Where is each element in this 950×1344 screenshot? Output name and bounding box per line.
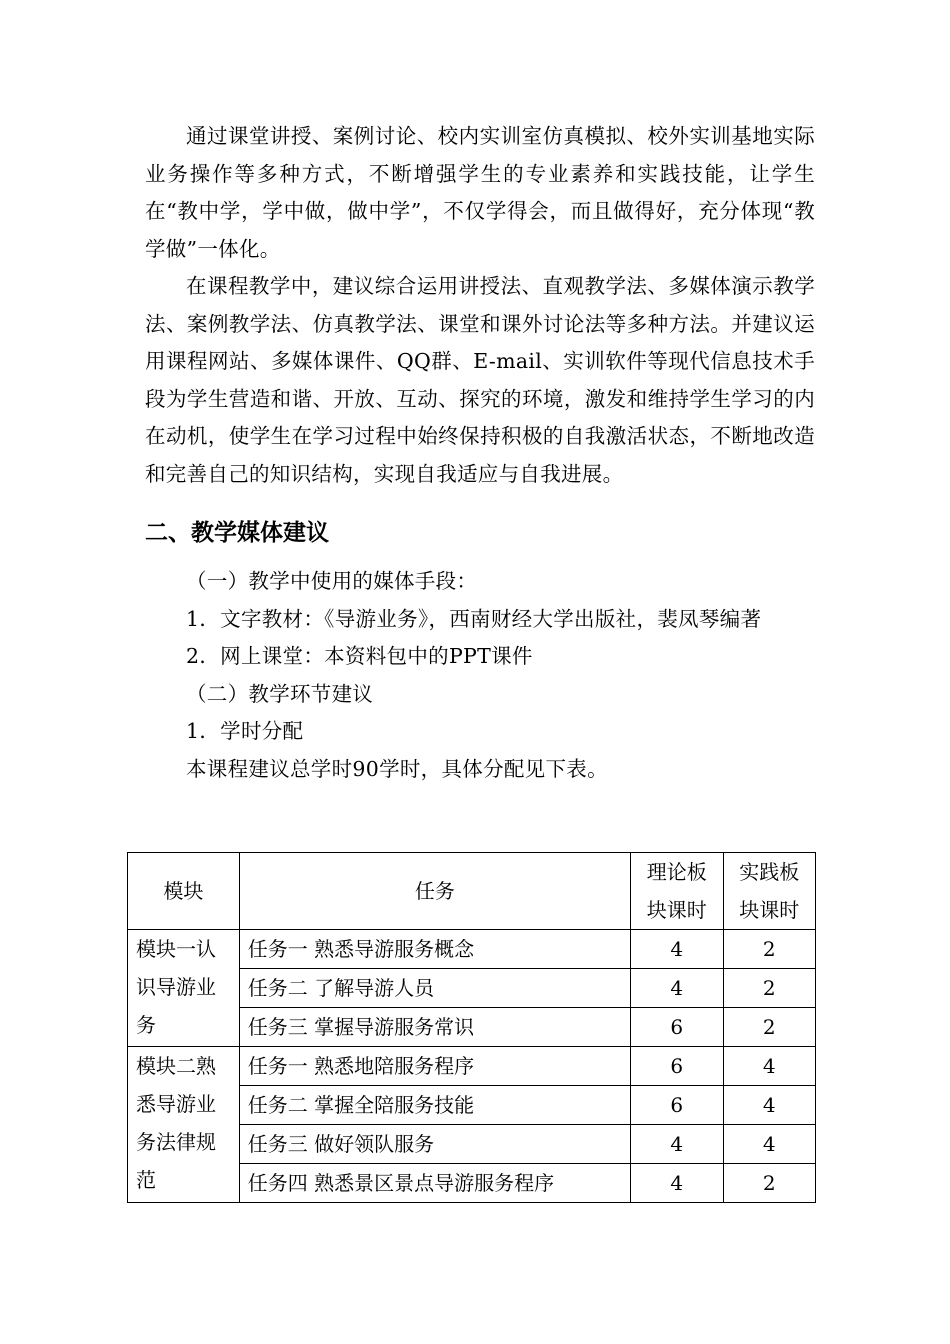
task-cell: 任务二 掌握全陪服务技能	[239, 1086, 630, 1125]
practice-hours-cell: 2	[723, 1008, 816, 1047]
list-item: （一）教学中使用的媒体手段：	[186, 569, 478, 593]
list-item: 1．学时分配	[186, 719, 304, 743]
list-item: 1．文字教材：《导游业务》，西南财经大学出版社，裴凤琴编著	[186, 606, 762, 631]
theory-hours-cell: 6	[631, 1008, 723, 1047]
list-item: 2．网上课堂：本资料包中的PPT课件	[186, 644, 533, 668]
task-cell: 任务三 做好领队服务	[239, 1125, 630, 1164]
theory-hours-cell: 4	[631, 1125, 723, 1164]
paragraph-teaching-approaches: 在课程教学中，建议综合运用讲授法、直观教学法、多媒体演示教学法、案例教学法、仿真教学法、课堂和课外讨论法等多种方法。并建议运用课程网站、多媒体课件、QQ群、E-mail、实训软件等现代信息技术手段为学生营造和谐、开放、互动、探究的环境，激发和维持学生学习的内在动机，使学生在学习过程中始终保持积极的自我激活状态，不断地改造和完善自己的知识结构，实现自我适应与自我进展。	[145, 274, 815, 486]
module-name: 模块二熟悉导游业务法律规范	[128, 1047, 240, 1203]
task-cell: 任务一 熟悉地陪服务程序	[239, 1047, 630, 1086]
theory-hours-cell: 4	[631, 930, 723, 969]
theory-hours-cell: 4	[631, 969, 723, 1008]
theory-hours-cell: 6	[631, 1086, 723, 1125]
list-item: 本课程建议总学时90学时，具体分配见下表。	[186, 756, 608, 781]
task-cell: 任务三 掌握导游服务常识	[239, 1008, 630, 1047]
theory-hours-cell: 4	[631, 1164, 723, 1203]
task-cell: 任务一 熟悉导游服务概念	[239, 930, 630, 969]
header-task: 任务	[239, 853, 630, 930]
theory-hours-cell: 6	[631, 1047, 723, 1086]
header-practice-hours: 实践板块课时	[723, 853, 816, 930]
practice-hours-cell: 2	[723, 1164, 816, 1203]
practice-hours-cell: 4	[723, 1047, 816, 1086]
practice-hours-cell: 4	[723, 1086, 816, 1125]
list-item: （二）教学环节建议	[186, 681, 374, 706]
module-name: 模块一认识导游业务	[128, 930, 240, 1047]
header-theory-hours: 理论板块课时	[631, 853, 723, 930]
task-cell: 任务二 了解导游人员	[239, 969, 630, 1008]
table-header-row	[128, 853, 816, 930]
document-body	[145, 118, 815, 788]
table-row	[128, 930, 816, 969]
practice-hours-cell: 2	[723, 969, 816, 1008]
practice-hours-cell: 2	[723, 930, 816, 969]
paragraph-teaching-methods: 通过课堂讲授、案例讨论、校内实训室仿真模拟、校外实训基地实际业务操作等多种方式，不断增强学生的专业素养和实践技能，让学生在“教中学，学中做，做中学”，不仅学得会，而且做得好，充分体现“教学做”一体化。	[145, 124, 815, 261]
practice-hours-cell: 4	[723, 1125, 816, 1164]
section-heading: 二、教学媒体建议	[145, 520, 329, 546]
table-row	[128, 1047, 816, 1086]
header-module: 模块	[128, 853, 240, 930]
task-cell: 任务四 熟悉景区景点导游服务程序	[239, 1164, 630, 1203]
hours-table	[127, 852, 816, 1203]
